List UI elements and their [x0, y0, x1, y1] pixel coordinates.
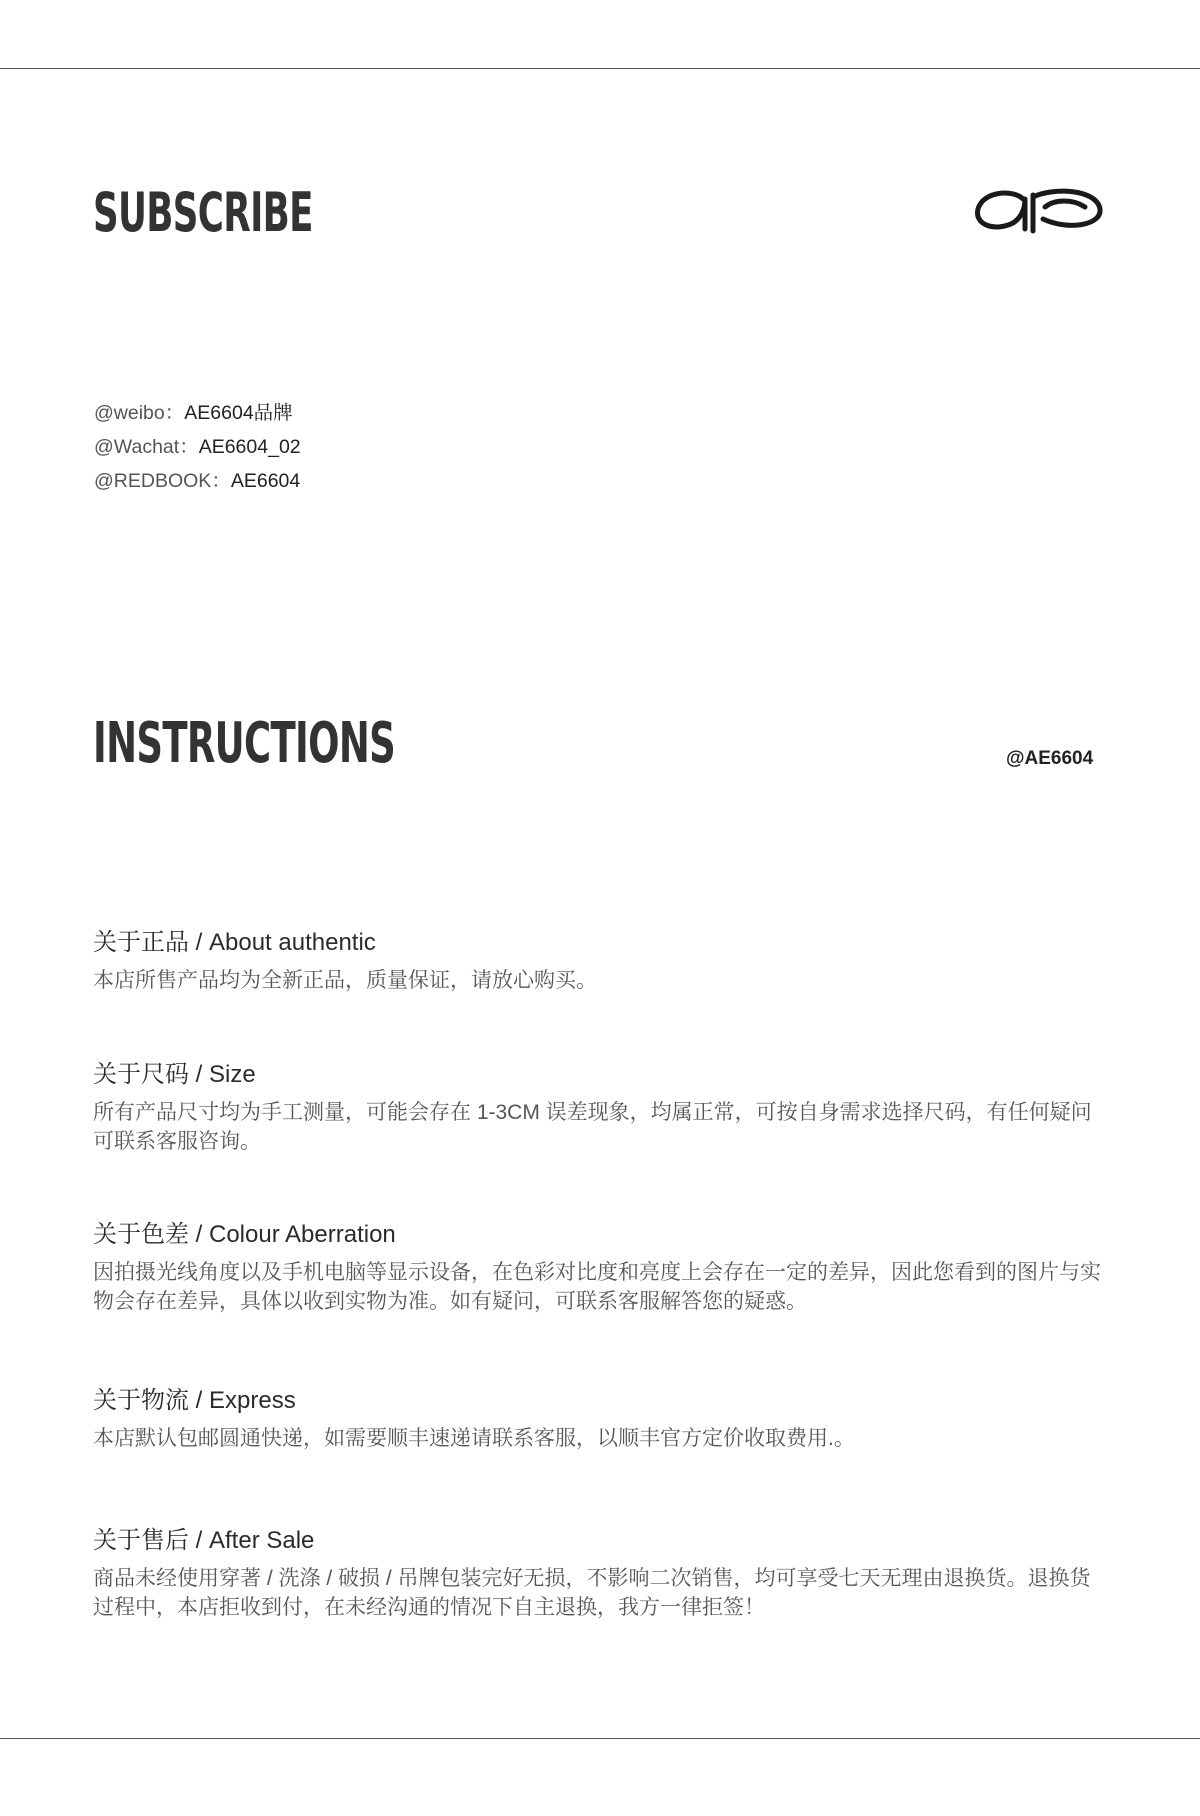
- social-item-wechat: [94, 430, 301, 464]
- social-account: AE6604_02: [198, 436, 301, 458]
- social-item-weibo: [94, 396, 301, 430]
- social-platform: @weibo: [94, 402, 165, 424]
- section-title: 关于尺码 / Size: [93, 1061, 256, 1088]
- section-after-sale: [93, 1526, 1103, 1622]
- section-body: 商品未经使用穿著 / 洗涤 / 破损 / 吊牌包装完好无损，不影响二次销售，均可享受七天无理由退换货。退换货过程中，本店拒收到付，在未经沟通的情况下自主退换，我方一律拒签！: [93, 1567, 1091, 1619]
- instructions-heading: INSTRUCTIONS: [93, 711, 396, 776]
- section-body: 因拍摄光线角度以及手机电脑等显示设备，在色彩对比度和亮度上会存在一定的差异，因此您看到的图片与实物会存在差异，具体以收到实物为准。如有疑问，可联系客服解答您的疑惑。: [93, 1261, 1101, 1313]
- section-colour-aberration: [93, 1220, 1103, 1316]
- section-authentic: [93, 928, 1103, 995]
- social-account: AE6604品牌: [184, 402, 293, 424]
- brand-handle: @AE6604: [1006, 748, 1094, 769]
- section-title: 关于物流 / Express: [93, 1387, 296, 1414]
- social-separator: ：: [211, 470, 231, 492]
- social-separator: ：: [164, 402, 185, 424]
- section-title: 关于售后 / After Sale: [93, 1527, 315, 1554]
- section-body: 本店所售产品均为全新正品，质量保证，请放心购买。: [93, 969, 597, 992]
- top-divider: [0, 68, 1200, 69]
- section-title: 关于色差 / Colour Aberration: [93, 1221, 396, 1248]
- section-body: 所有产品尺寸均为手工测量，可能会存在 1-3CM 误差现象，均属正常，可按自身需求选择尺码，有任何疑问可联系客服咨询。: [93, 1101, 1092, 1153]
- section-size: [93, 1060, 1103, 1156]
- section-body: 本店默认包邮圆通快递，如需要顺丰速递请联系客服，以顺丰官方定价收取费用.。: [93, 1427, 855, 1450]
- section-title: 关于正品 / About authentic: [93, 929, 376, 956]
- social-platform: @REDBOOK: [94, 470, 212, 492]
- social-item-redbook: [94, 464, 301, 498]
- ap-brand-logo-icon: [973, 185, 1105, 237]
- section-express: [93, 1386, 1103, 1453]
- bottom-divider: [0, 1738, 1200, 1739]
- social-separator: ：: [179, 436, 199, 458]
- subscribe-heading: SUBSCRIBE: [93, 181, 313, 244]
- social-accounts-list: [94, 396, 301, 498]
- social-platform: @Wachat: [94, 436, 180, 458]
- social-account: AE6604: [230, 470, 301, 492]
